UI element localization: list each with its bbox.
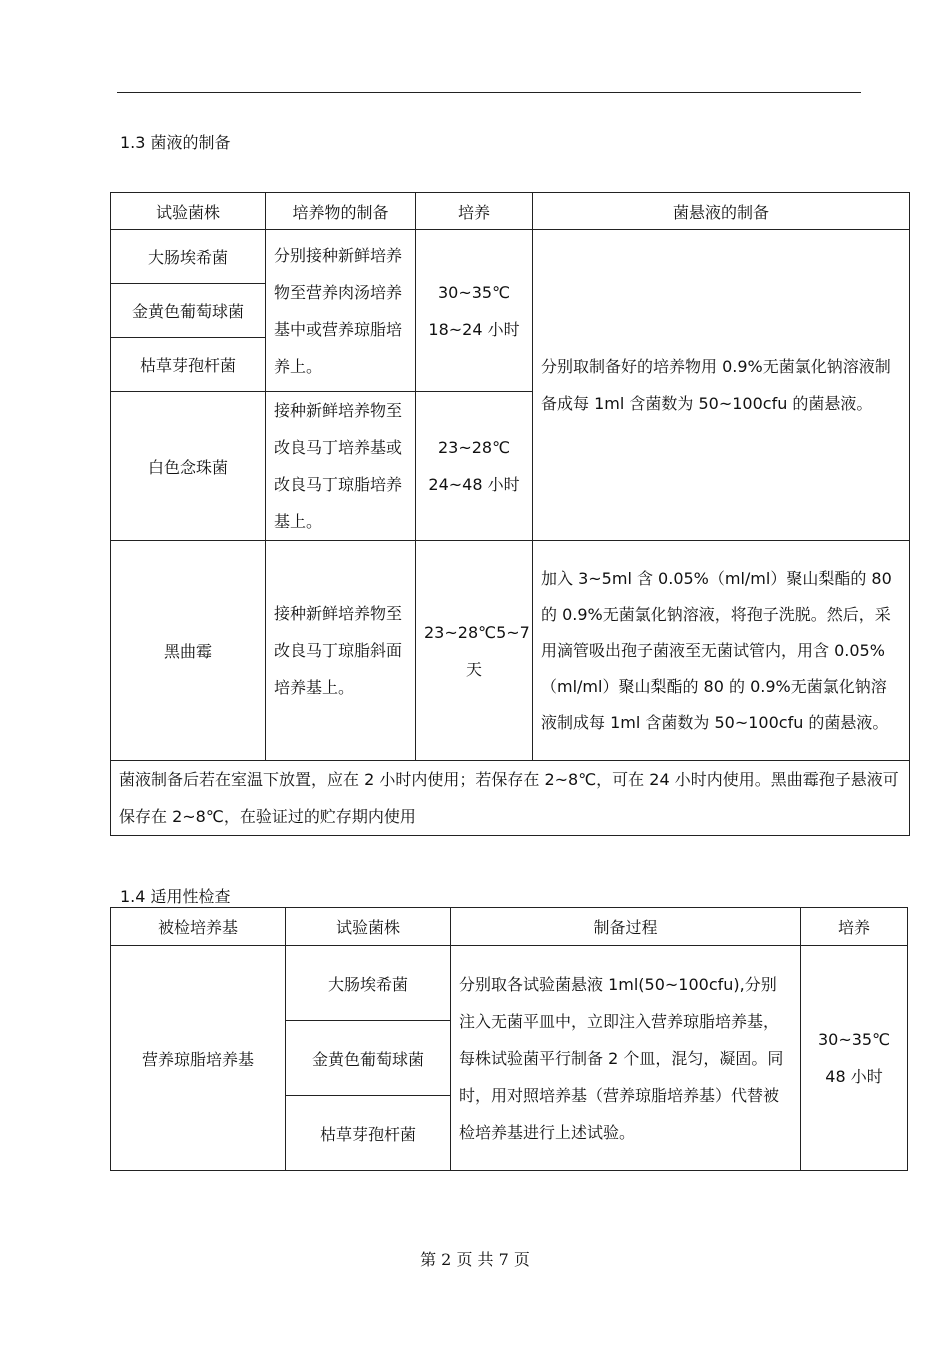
header-incubation: 培养	[416, 193, 533, 230]
storage-note: 菌液制备后若在室温下放置，应在 2 小时内使用；若保存在 2~8℃，可在 24 小时内使用。黑曲霉孢子悬液可保存在 2~8℃，在验证过的贮存期内使用	[111, 761, 910, 836]
strain-calbicans: 白色念珠菌	[111, 392, 266, 541]
culture-bacteria-time: 18~24 小时	[428, 319, 520, 339]
strain-saureus: 金黄色葡萄球菌	[111, 284, 266, 338]
header-procedure: 制备过程	[451, 908, 801, 946]
header-strain: 试验菌株	[111, 193, 266, 230]
test-culture	[801, 946, 908, 1171]
prep-calbicans: 接种新鲜培养物至改良马丁培养基或改良马丁琼脂培养基上。	[266, 392, 416, 541]
suitability-test-table	[110, 907, 908, 1171]
suspension-common: 分别取制备好的培养物用 0.9%无菌氯化钠溶液制备成每 1ml 含菌数为 50~100cfu 的菌悬液。	[533, 230, 910, 541]
test-procedure: 分别取各试验菌悬液 1ml(50~100cfu),分别注入无菌平皿中，立即注入营养琼脂培养基，每株试验菌平行制备 2 个皿，混匀，凝固。同时，用对照培养基（营养琼脂培养基）代替被检培养基进行上述试验。	[451, 946, 801, 1171]
header-suspension-prep: 菌悬液的制备	[533, 193, 910, 230]
header-test-medium: 被检培养基	[111, 908, 286, 946]
prep-bacteria: 分别接种新鲜培养物至营养肉汤培养基中或营养琼脂培养上。	[266, 230, 416, 392]
strain-ecoli: 大肠埃希菌	[111, 230, 266, 284]
culture-bacteria	[416, 230, 533, 392]
culture-aniger: 23~28℃5~7 天	[416, 541, 533, 761]
culture-calbicans-temp: 23~28℃	[437, 438, 511, 457]
header-test-strain: 试验菌株	[286, 908, 451, 946]
culture-calbicans	[416, 392, 533, 541]
culture-calbicans-time: 24~48 小时	[428, 475, 520, 494]
section-heading-1-3: 1.3 菌液的制备	[120, 133, 231, 152]
test-culture-time: 48 小时	[825, 1067, 883, 1086]
strain-aniger: 黑曲霉	[111, 541, 266, 761]
culture-bacteria-temp: 30~35℃	[437, 282, 511, 302]
page-footer: 第 2 页 共 7 页	[420, 1250, 530, 1269]
prep-aniger: 接种新鲜培养物至改良马丁琼脂斜面培养基上。	[266, 541, 416, 761]
section-heading-1-4: 1.4 适用性检查	[120, 887, 231, 906]
test-strain-ecoli: 大肠埃希菌	[286, 946, 451, 1021]
test-medium: 营养琼脂培养基	[111, 946, 286, 1171]
culture-prep-table	[110, 192, 910, 836]
header-rule	[117, 92, 861, 93]
test-culture-temp: 30~35℃	[817, 1030, 891, 1049]
header-culture-prep: 培养物的制备	[266, 193, 416, 230]
header-incubation-2: 培养	[801, 908, 908, 946]
test-strain-bsubtilis: 枯草芽孢杆菌	[286, 1096, 451, 1171]
test-strain-saureus: 金黄色葡萄球菌	[286, 1021, 451, 1096]
strain-bsubtilis: 枯草芽孢杆菌	[111, 338, 266, 392]
suspension-aniger: 加入 3~5ml 含 0.05%（ml/ml）聚山梨酯的 80 的 0.9%无菌氯化钠溶液，将孢子洗脱。然后，采用滴管吸出孢子菌液至无菌试管内，用含 0.05%（ml/ml）聚山梨酯的 80 的 0.9%无菌氯化钠溶液制成每 1ml 含菌数为 50~100cfu 的菌悬液。	[533, 541, 910, 761]
